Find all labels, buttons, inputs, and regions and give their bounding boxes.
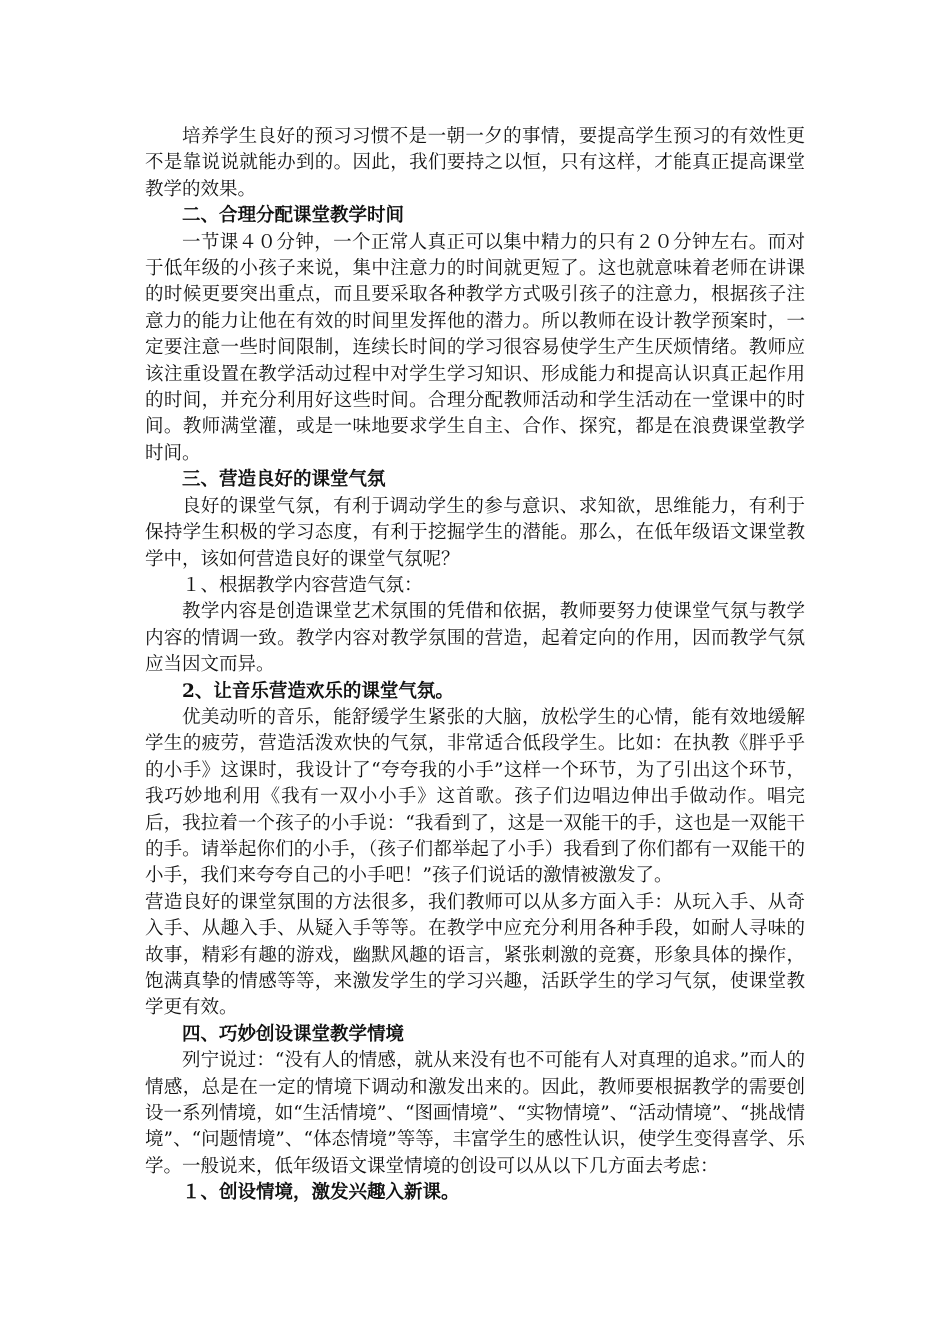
subheading-music-atmosphere: 2、让音乐营造欢乐的课堂气氛。 — [182, 680, 454, 702]
paragraph-preview-habit: 培养学生良好的预习习惯不是一朝一夕的事情，要提高学生预习的有效性更不是靠说说就能办到的。因此，我们要持之以恒，只有这样，才能真正提高课堂教学的效果。 — [145, 126, 805, 200]
section-heading-situation: 四、巧妙创设课堂教学情境 — [182, 1023, 405, 1045]
paragraph-music-example: 优美动听的音乐，能舒缓学生紧张的大脑，放松学生的心情，能有效地缓解学生的疲劳，营造活泼欢快的气氛，非常适合低段学生。比如：在执教《胖乎乎的小手》这课时，我设计了“夸夸我的小手”这样一个环节，为了引出这个环节，我巧妙地利用《我有一双小小手》这首歌。孩子们边唱边伸出手做动作。唱完后，我拉着一个孩子的小手说：“我看到了，这是一双能干的手，这也是一双能干的手。请举起你们的小手，（孩子们都举起了小手）我看到了你们都有一双能干的小手，我们来夸夸自己的小手吧！”孩子们说话的激情被激发了。 — [145, 706, 805, 887]
paragraph-content-atmosphere: 教学内容是创造课堂艺术氛围的凭借和依据，教师要努力使课堂气氛与教学内容的情调一致。教学内容对教学氛围的营造，起着定向的作用，因而教学气氛应当因文而异。 — [145, 601, 805, 676]
paragraph-atmosphere-intro: 良好的课堂气氛，有利于调动学生的参与意识、求知欲，思维能力，有利于保持学生积极的学习态度，有利于挖掘学生的潜能。那么，在低年级语文课堂教学中，该如何营造良好的课堂气氛呢？ — [145, 495, 805, 570]
subheading-situation-interest: １、创设情境，激发兴趣入新课。 — [182, 1182, 460, 1204]
document-page — [145, 124, 805, 1207]
section-heading-time: 二、合理分配课堂教学时间 — [182, 205, 405, 227]
paragraph-situation-intro: 列宁说过：“没有人的情感，就从来没有也不可能有人对真理的追求。”而人的情感，总是在一定的情境下调动和激发出来的。因此，教师要根据教学的需要创设一系列情境，如“生活情境”、“图画情境”、“实物情境”、“活动情境”、“挑战情境”、“问题情境”、“体态情境”等等，丰富学生的感性认识，使学生变得喜学、乐学。一般说来，低年级语文课堂情境的创设可以从以下几方面去考虑： — [145, 1050, 805, 1177]
subheading-content-atmosphere: １、根据教学内容营造气氛： — [182, 574, 423, 596]
section-heading-atmosphere: 三、营造良好的课堂气氛 — [182, 469, 386, 491]
paragraph-atmosphere-methods: 营造良好的课堂氛围的方法很多，我们教师可以从多方面入手：从玩入手、从奇入手、从趣入手、从疑入手等等。在教学中应充分利用各种手段，如耐人寻味的故事，精彩有趣的游戏，幽默风趣的语言，紧张刺激的竞赛，形象具体的操作，饱满真挚的情感等等，来激发学生的学习兴趣，活跃学生的学习气氛，使课堂教学更有效。 — [145, 891, 805, 1019]
paragraph-time-allocation: 一节课４０分钟，一个正常人真正可以集中精力的只有２０分钟左右。而对于低年级的小孩子来说，集中注意力的时间就更短了。这也就意味着老师在讲课的时候更要突出重点，而且要采取各种教学方式吸引孩子的注意力，根据孩子注意力的能力让他在有效的时间里发挥他的潜力。所以教师在设计教学预案时，一定要注意一些时间限制，连续长时间的学习很容易使学生产生厌烦情绪。教师应该注重设置在教学活动过程中对学生学习知识、形成能力和提高认识真正起作用的时间，并充分利用好这些时间。合理分配教师活动和学生活动在一堂课中的时间。教师满堂灌，或是一味地要求学生自主、合作、探究，都是在浪费课堂教学时间。 — [145, 231, 805, 464]
